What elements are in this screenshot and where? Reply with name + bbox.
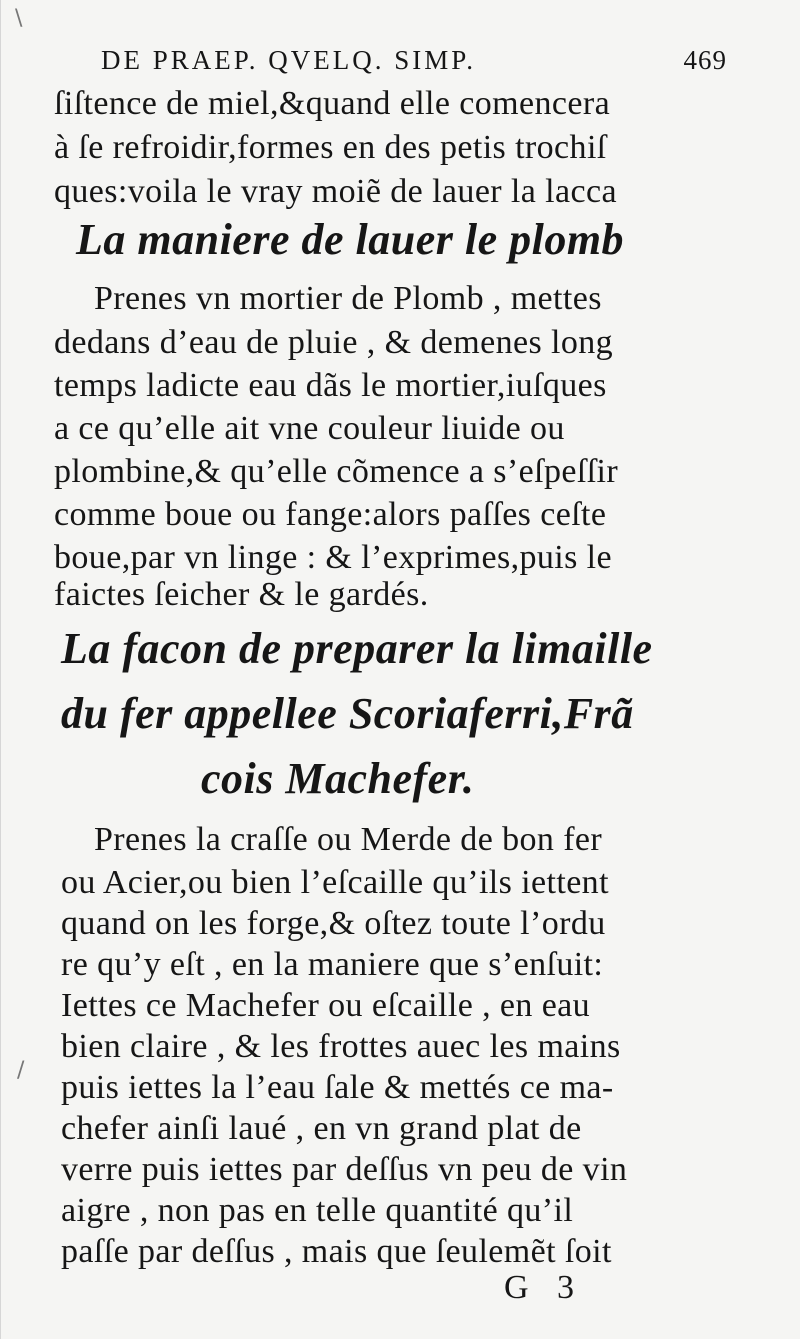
text-line: aigre , non pas en telle quantité qu’il [61, 1192, 574, 1229]
text-line: boue,par vn linge : & l’exprimes,puis le [54, 539, 612, 576]
text-line: re qu’y eſt , en la maniere que s’enſuit: [61, 946, 604, 983]
margin-mark: / [17, 1058, 25, 1083]
text-line: a ce qu’elle ait vne couleur liuide ou [54, 410, 565, 447]
running-head: DE PRAEP. QVELQ. SIMP. [101, 45, 477, 75]
text-line: ou Acier,ou bien l’eſcaille qu’ils iettent [61, 864, 609, 901]
text-line: faictes ſeicher & le gardés. [54, 576, 429, 613]
text-line: Iettes ce Machefer ou eſcaille , en eau [61, 987, 591, 1024]
text-line: verre puis iettes par deſſus vn peu de vin [61, 1151, 628, 1188]
text-line: plombine,& qu’elle cõmence a s’eſpeſſir [54, 453, 619, 490]
text-line: ſiſtence de miel,&quand elle comencera [54, 85, 611, 122]
text-line: chefer ainſi laué , en vn grand plat de [61, 1110, 582, 1147]
text-line: comme boue ou fange:alors paſſes ceſte [54, 496, 607, 533]
section-heading: La facon de preparer la limaille [61, 624, 653, 673]
text-line: puis iettes la l’eau ſale & mettés ce ma- [61, 1069, 614, 1106]
section-heading: cois Machefer. [201, 754, 475, 803]
margin-mark: \ [15, 6, 23, 31]
text-line: ques:voila le vray moiẽ de lauer la lacca [54, 173, 617, 210]
text-line: bien claire , & les frottes auec les mains [61, 1028, 621, 1065]
text-line: Prenes la craſſe ou Merde de bon fer [94, 821, 603, 858]
page-number: 469 [683, 45, 727, 75]
text-line: quand on les forge,& oſtez toute l’ordu [61, 905, 606, 942]
signature-mark: G 3 [504, 1269, 575, 1306]
text-line: dedans d’eau de pluie , & demenes long [54, 324, 614, 361]
section-heading: La maniere de lauer le plomb [76, 215, 625, 264]
text-line: à ſe refroidir,formes en des petis trochiſ [54, 129, 607, 166]
text-line: temps ladicte eau dãs le mortier,iuſques [54, 367, 607, 404]
text-line: paſſe par deſſus , mais que ſeulemẽt ſoit [61, 1233, 612, 1270]
text-line: Prenes vn mortier de Plomb , mettes [94, 280, 602, 317]
page-header [101, 40, 727, 80]
section-heading: du fer appellee Scoriaferri,Frã [61, 689, 634, 738]
